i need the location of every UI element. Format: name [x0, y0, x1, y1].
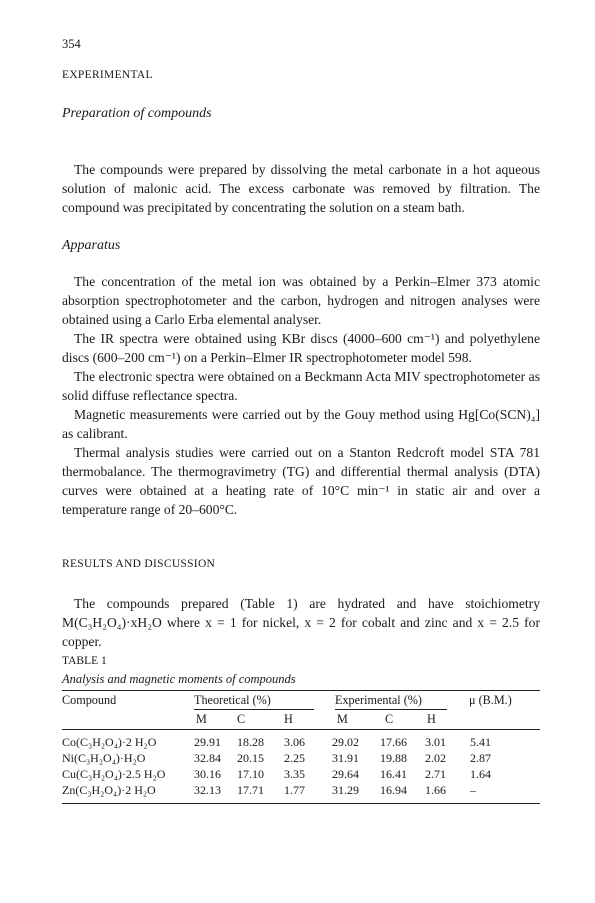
subheader-theo-m: M	[196, 712, 207, 726]
header-bottom-rule	[62, 729, 540, 730]
results-paragraph	[62, 594, 540, 651]
header-compound: Compound	[62, 693, 117, 707]
subheader-exp-h: H	[427, 712, 436, 726]
table-caption: Analysis and magnetic moments of compounds	[62, 672, 296, 686]
row-cu-exp-m: 29.64	[332, 767, 359, 781]
row-cu-theo-h: 3.35	[284, 767, 305, 781]
row-zn-exp-h: 1.66	[425, 783, 446, 797]
subheader-exp-c: C	[385, 712, 394, 726]
apparatus-paragraph-thermal: Thermal analysis studies were carried out on a Stanton Redcroft model STA 781 thermobalance. The thermogravimetry (TG) and differential thermal analysis (DTA) curves were obtained at a heating rate of 10°C min⁻¹ in static air and over a temperature range of 20–600°C.	[62, 445, 540, 517]
row-ni-exp-c: 19.88	[380, 751, 407, 765]
row-ni-exp-m: 31.91	[332, 751, 359, 765]
row-cu-exp-c: 16.41	[380, 767, 407, 781]
preparation-text: The compounds were prepared by dissolving the metal carbonate in a hot aqueous solution of malonic acid. The excess carbonate was removed by filtration. The compound was precipitated by concentrating the solution on a steam bath.	[62, 162, 540, 215]
subheader-theo-c: C	[237, 712, 246, 726]
row-co-exp-m: 29.02	[332, 735, 359, 749]
table-bottom-rule	[62, 803, 540, 804]
row-ni-exp-h: 2.02	[425, 751, 446, 765]
header-theoretical: Theoretical (%)	[194, 693, 271, 707]
row-ni-theo-c: 20.15	[237, 751, 264, 765]
row-cu-mu: 1.64	[470, 767, 491, 781]
row-co-exp-h: 3.01	[425, 735, 446, 749]
experimental-span-rule	[335, 709, 447, 710]
table-label: TABLE 1	[62, 655, 107, 667]
row-co-mu: 5.41	[470, 735, 491, 749]
row-zn-exp-m: 31.29	[332, 783, 359, 797]
apparatus-paragraph-ir: The IR spectra were obtained using KBr discs (4000–600 cm⁻¹) and polyethylene discs (600–200 cm⁻¹) on a Perkin–Elmer IR spectrophotometer model 598.	[62, 331, 540, 365]
row-co-theo-c: 18.28	[237, 735, 264, 749]
row-cu-theo-m: 30.16	[194, 767, 221, 781]
table-top-rule	[62, 690, 540, 691]
row-co-theo-m: 29.91	[194, 735, 221, 749]
header-experimental: Experimental (%)	[335, 693, 422, 707]
page-number: 354	[62, 37, 81, 51]
apparatus-section	[62, 272, 540, 519]
row-cu-compound: Cu(C₃H₂O₄)·2.5 H₂O	[62, 767, 166, 781]
row-co-theo-h: 3.06	[284, 735, 305, 749]
row-cu-exp-h: 2.71	[425, 767, 446, 781]
row-zn-theo-h: 1.77	[284, 783, 305, 797]
row-zn-theo-c: 17.71	[237, 783, 264, 797]
row-co-compound: Co(C₃H₂O₄)·2 H₂O	[62, 735, 157, 749]
apparatus-paragraph-magnetic: Magnetic measurements were carried out by the Gouy method using Hg[Co(SCN)₄] as calibrant.	[62, 407, 540, 441]
row-ni-compound: Ni(C₃H₂O₄)·H₂O	[62, 751, 146, 765]
apparatus-paragraph-electronic: The electronic spectra were obtained on a Beckmann Acta MIV spectrophotometer as solid diffuse reflectance spectra.	[62, 369, 540, 403]
row-zn-exp-c: 16.94	[380, 783, 407, 797]
preparation-subheading: Preparation of compounds	[62, 106, 212, 121]
row-zn-theo-m: 32.13	[194, 783, 221, 797]
theoretical-span-rule	[194, 709, 314, 710]
subheader-exp-m: M	[337, 712, 348, 726]
row-co-exp-c: 17.66	[380, 735, 407, 749]
experimental-heading: EXPERIMENTAL	[62, 69, 153, 81]
preparation-paragraph	[62, 160, 540, 217]
row-ni-theo-m: 32.84	[194, 751, 221, 765]
subheader-theo-h: H	[284, 712, 293, 726]
apparatus-subheading: Apparatus	[62, 238, 121, 253]
results-text: The compounds prepared (Table 1) are hydrated and have stoichiometry M(C₃H₂O₄)·xH₂O where x = 1 for nickel, x = 2 for cobalt and zinc and x = 2.5 for copper.	[62, 596, 540, 649]
results-heading: RESULTS AND DISCUSSION	[62, 558, 216, 570]
apparatus-paragraph-aas: The concentration of the metal ion was obtained by a Perkin–Elmer 373 atomic absorption spectrophotometer and the carbon, hydrogen and nitrogen analyses were obtained using a Carlo Erba elemental analyser.	[62, 274, 540, 327]
row-zn-compound: Zn(C₃H₂O₄)·2 H₂O	[62, 783, 156, 797]
row-ni-theo-h: 2.25	[284, 751, 305, 765]
header-mu: μ (B.M.)	[469, 693, 512, 707]
row-ni-mu: 2.87	[470, 751, 491, 765]
row-cu-theo-c: 17.10	[237, 767, 264, 781]
row-zn-mu: –	[470, 783, 476, 797]
